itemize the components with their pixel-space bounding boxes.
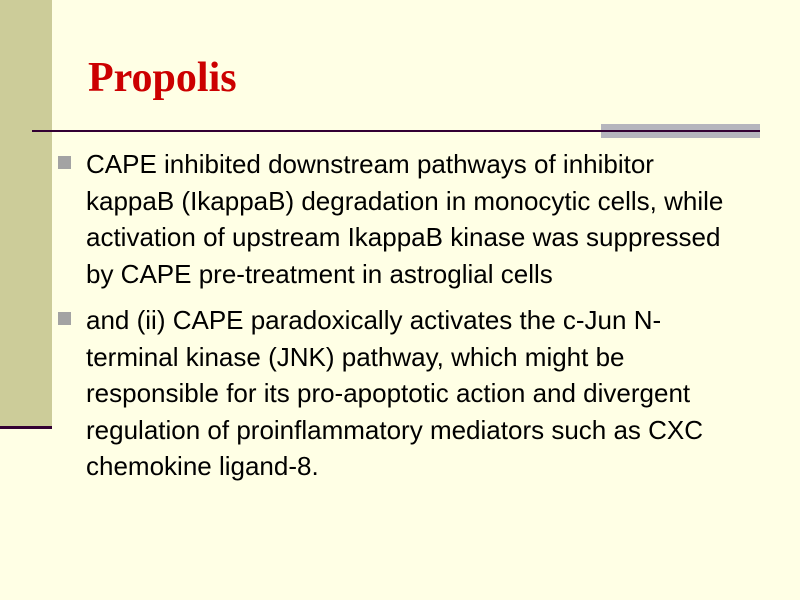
bullet-text: CAPE inhibited downstream pathways of inhibitor kappaB (IkappaB) degradation in monocytic cells, while activation of upstream IkappaB kinase was suppressed by CAPE pre-treatment in astroglial cells <box>86 149 724 289</box>
bullet-list <box>58 146 748 495</box>
bullet-item <box>58 302 748 485</box>
bullet-text: and (ii) CAPE paradoxically activates the c-Jun N-terminal kinase (JNK) pathway, which might be responsible for its pro-apoptotic action and divergent regulation of proinflammatory mediators such as CXC chemokine ligand-8. <box>86 305 704 481</box>
bullet-item <box>58 146 748 292</box>
title-divider <box>32 130 601 132</box>
title-divider-accent <box>601 124 760 138</box>
side-decor-band <box>0 0 52 426</box>
square-bullet-icon <box>58 156 71 169</box>
square-bullet-icon <box>58 312 71 325</box>
slide-title: Propolis <box>88 55 237 101</box>
side-decor-line <box>0 426 52 429</box>
